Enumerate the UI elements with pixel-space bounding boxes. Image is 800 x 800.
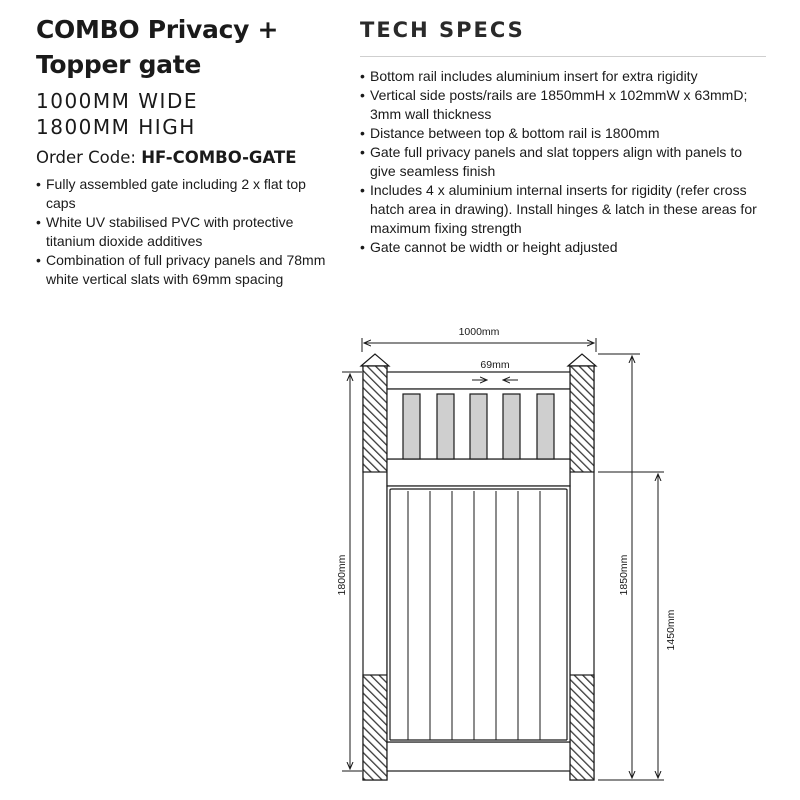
spec-item: • Distance between top & bottom rail is 1800mm [360,124,770,143]
right-post-hatch-bottom [570,675,594,780]
product-title-line1: COMBO Privacy + [36,15,279,44]
slat-gap [437,394,454,459]
height-1850-label: 1850mm [618,554,630,596]
bottom-rail [387,742,570,771]
order-code-label: Order Code: [36,148,142,167]
feature-item: • White UV stabilised PVC with protective titanium dioxide additives [36,213,336,251]
slat-gap [470,394,487,459]
topper-slats [387,389,570,459]
spec-item: • Includes 4 x aluminium internal inserts for rigidity (refer cross hatch area in drawing). Install hinges & latch in these areas for maximum fixing strength [360,181,770,238]
order-code: HF-COMBO-GATE [141,148,297,167]
spec-item: • Gate cannot be width or height adjusted [360,238,770,257]
spec-item: • Bottom rail includes aluminium insert for extra rigidity [360,67,770,86]
spec-item: • Gate full privacy panels and slat toppers align with panels to give seamless finish [360,143,770,181]
right-post-hatch-top [570,366,594,472]
width-text: 1000MM WIDE [36,89,198,113]
spec-item: • Vertical side posts/rails are 1850mmH x 102mmW x 63mmD; 3mm wall thickness [360,86,770,124]
feature-item: • Fully assembled gate including 2 x flat top caps [36,175,336,213]
height-text: 1800MM HIGH [36,115,196,139]
height-1800-label: 1800mm [336,554,348,596]
feature-item: • Combination of full privacy panels and 78mm white vertical slats with 69mm spacing [36,251,336,289]
width-label: 1000mm [458,326,500,338]
mid-rail [387,459,570,486]
height-1450-label: 1450mm [665,609,677,651]
left-post [361,354,389,780]
slat-gap [537,394,554,459]
right-post-cap [568,354,596,366]
slat-gap [503,394,520,459]
product-title-line2: Topper gate [36,50,202,79]
left-post-hatch-bottom [363,675,387,780]
slat-gap [403,394,420,459]
tech-specs-heading: TECH SPECS [360,18,525,42]
left-post-hatch-top [363,366,387,472]
height-1450-dimension [598,472,664,780]
right-post [568,354,596,780]
left-post-cap [361,354,389,366]
width-dimension [362,338,596,352]
privacy-panel-frame [387,486,570,742]
spacing-label: 69mm [480,359,510,371]
